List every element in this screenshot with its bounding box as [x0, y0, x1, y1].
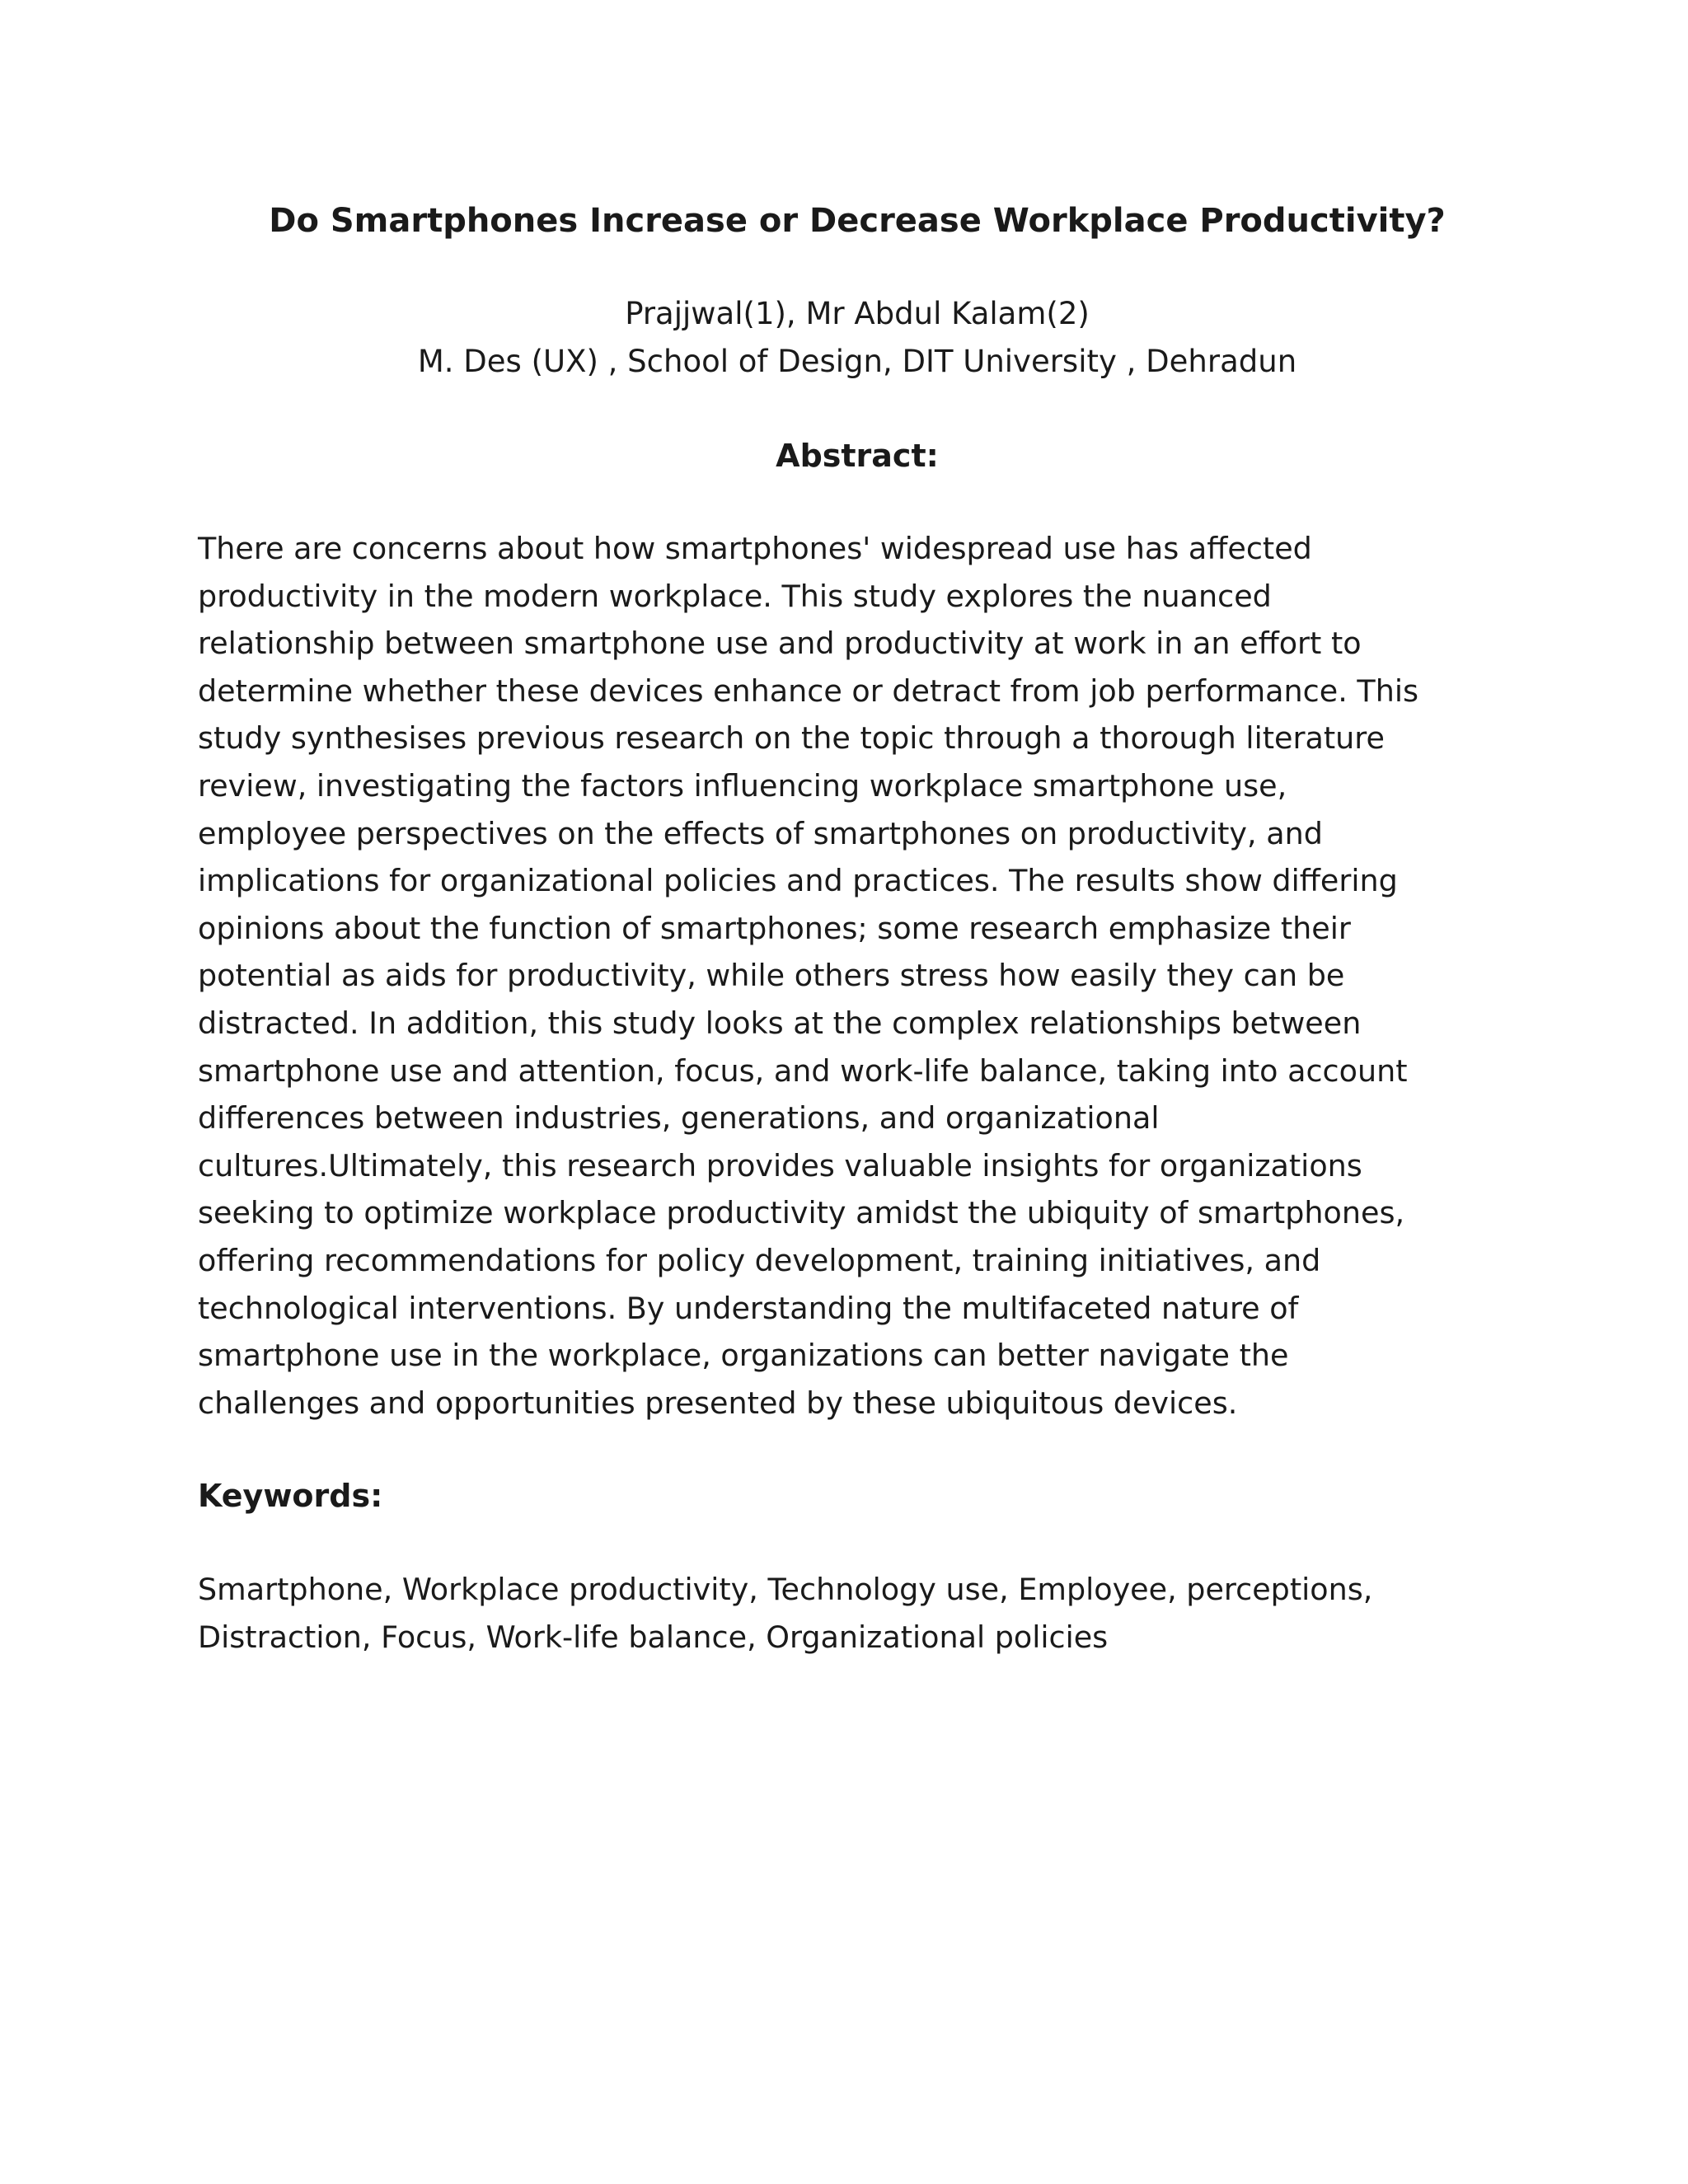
abstract-line: implications for organizational policies and practices. The results show differing — [198, 863, 1398, 899]
abstract-line: productivity in the modern workplace. This study explores the nuanced — [198, 578, 1272, 614]
abstract-line: seeking to optimize workplace productivity amidst the ubiquity of smartphones, — [198, 1195, 1405, 1231]
author-names: Prajjwal(1), Mr Abdul Kalam(2) — [625, 296, 1090, 331]
abstract-line: study synthesises previous research on the topic through a thorough literature — [198, 720, 1385, 757]
abstract-line: employee perspectives on the effects of smartphones on productivity, and — [198, 815, 1323, 851]
abstract-line: challenges and opportunities presented by these ubiquitous devices. — [198, 1385, 1238, 1421]
author-affiliation: M. Des (UX) , School of Design, DIT University , Dehradun — [417, 344, 1297, 379]
keywords-heading: Keywords: — [198, 1478, 383, 1514]
keywords-line: Distraction, Focus, Work-life balance, Organizational policies — [198, 1619, 1109, 1655]
abstract-line: smartphone use in the workplace, organizations can better navigate the — [198, 1338, 1289, 1374]
paper-title: Do Smartphones Increase or Decrease Workplace Productivity? — [269, 202, 1446, 240]
abstract-line: There are concerns about how smartphones' widespread use has affected — [198, 531, 1312, 566]
abstract-line: opinions about the function of smartphones; some research emphasize their — [198, 910, 1351, 946]
abstract-line: determine whether these devices enhance or detract from job performance. This — [198, 673, 1418, 709]
abstract-line: potential as aids for productivity, while others stress how easily they can be — [198, 958, 1345, 994]
abstract-line: relationship between smartphone use and productivity at work in an effort to — [198, 626, 1362, 662]
abstract-line: review, investigating the factors influencing workplace smartphone use, — [198, 767, 1287, 804]
keywords-line: Smartphone, Workplace productivity, Technology use, Employee, perceptions, — [198, 1572, 1373, 1607]
abstract-body — [198, 525, 1500, 1427]
author-block — [198, 290, 1517, 386]
keywords-list — [198, 1566, 1500, 1661]
abstract-line: smartphone use and attention, focus, and work-life balance, taking into account — [198, 1052, 1408, 1089]
abstract-heading: Abstract: — [776, 438, 939, 474]
abstract-line: distracted. In addition, this study looks at the complex relationships between — [198, 1005, 1362, 1041]
abstract-line: offering recommendations for policy development, training initiatives, and — [198, 1242, 1321, 1278]
abstract-line: technological interventions. By understanding the multifaceted nature of — [198, 1290, 1299, 1326]
abstract-line: differences between industries, generations, and organizational — [198, 1100, 1160, 1137]
abstract-line: cultures.Ultimately, this research provides valuable insights for organizations — [198, 1147, 1362, 1183]
